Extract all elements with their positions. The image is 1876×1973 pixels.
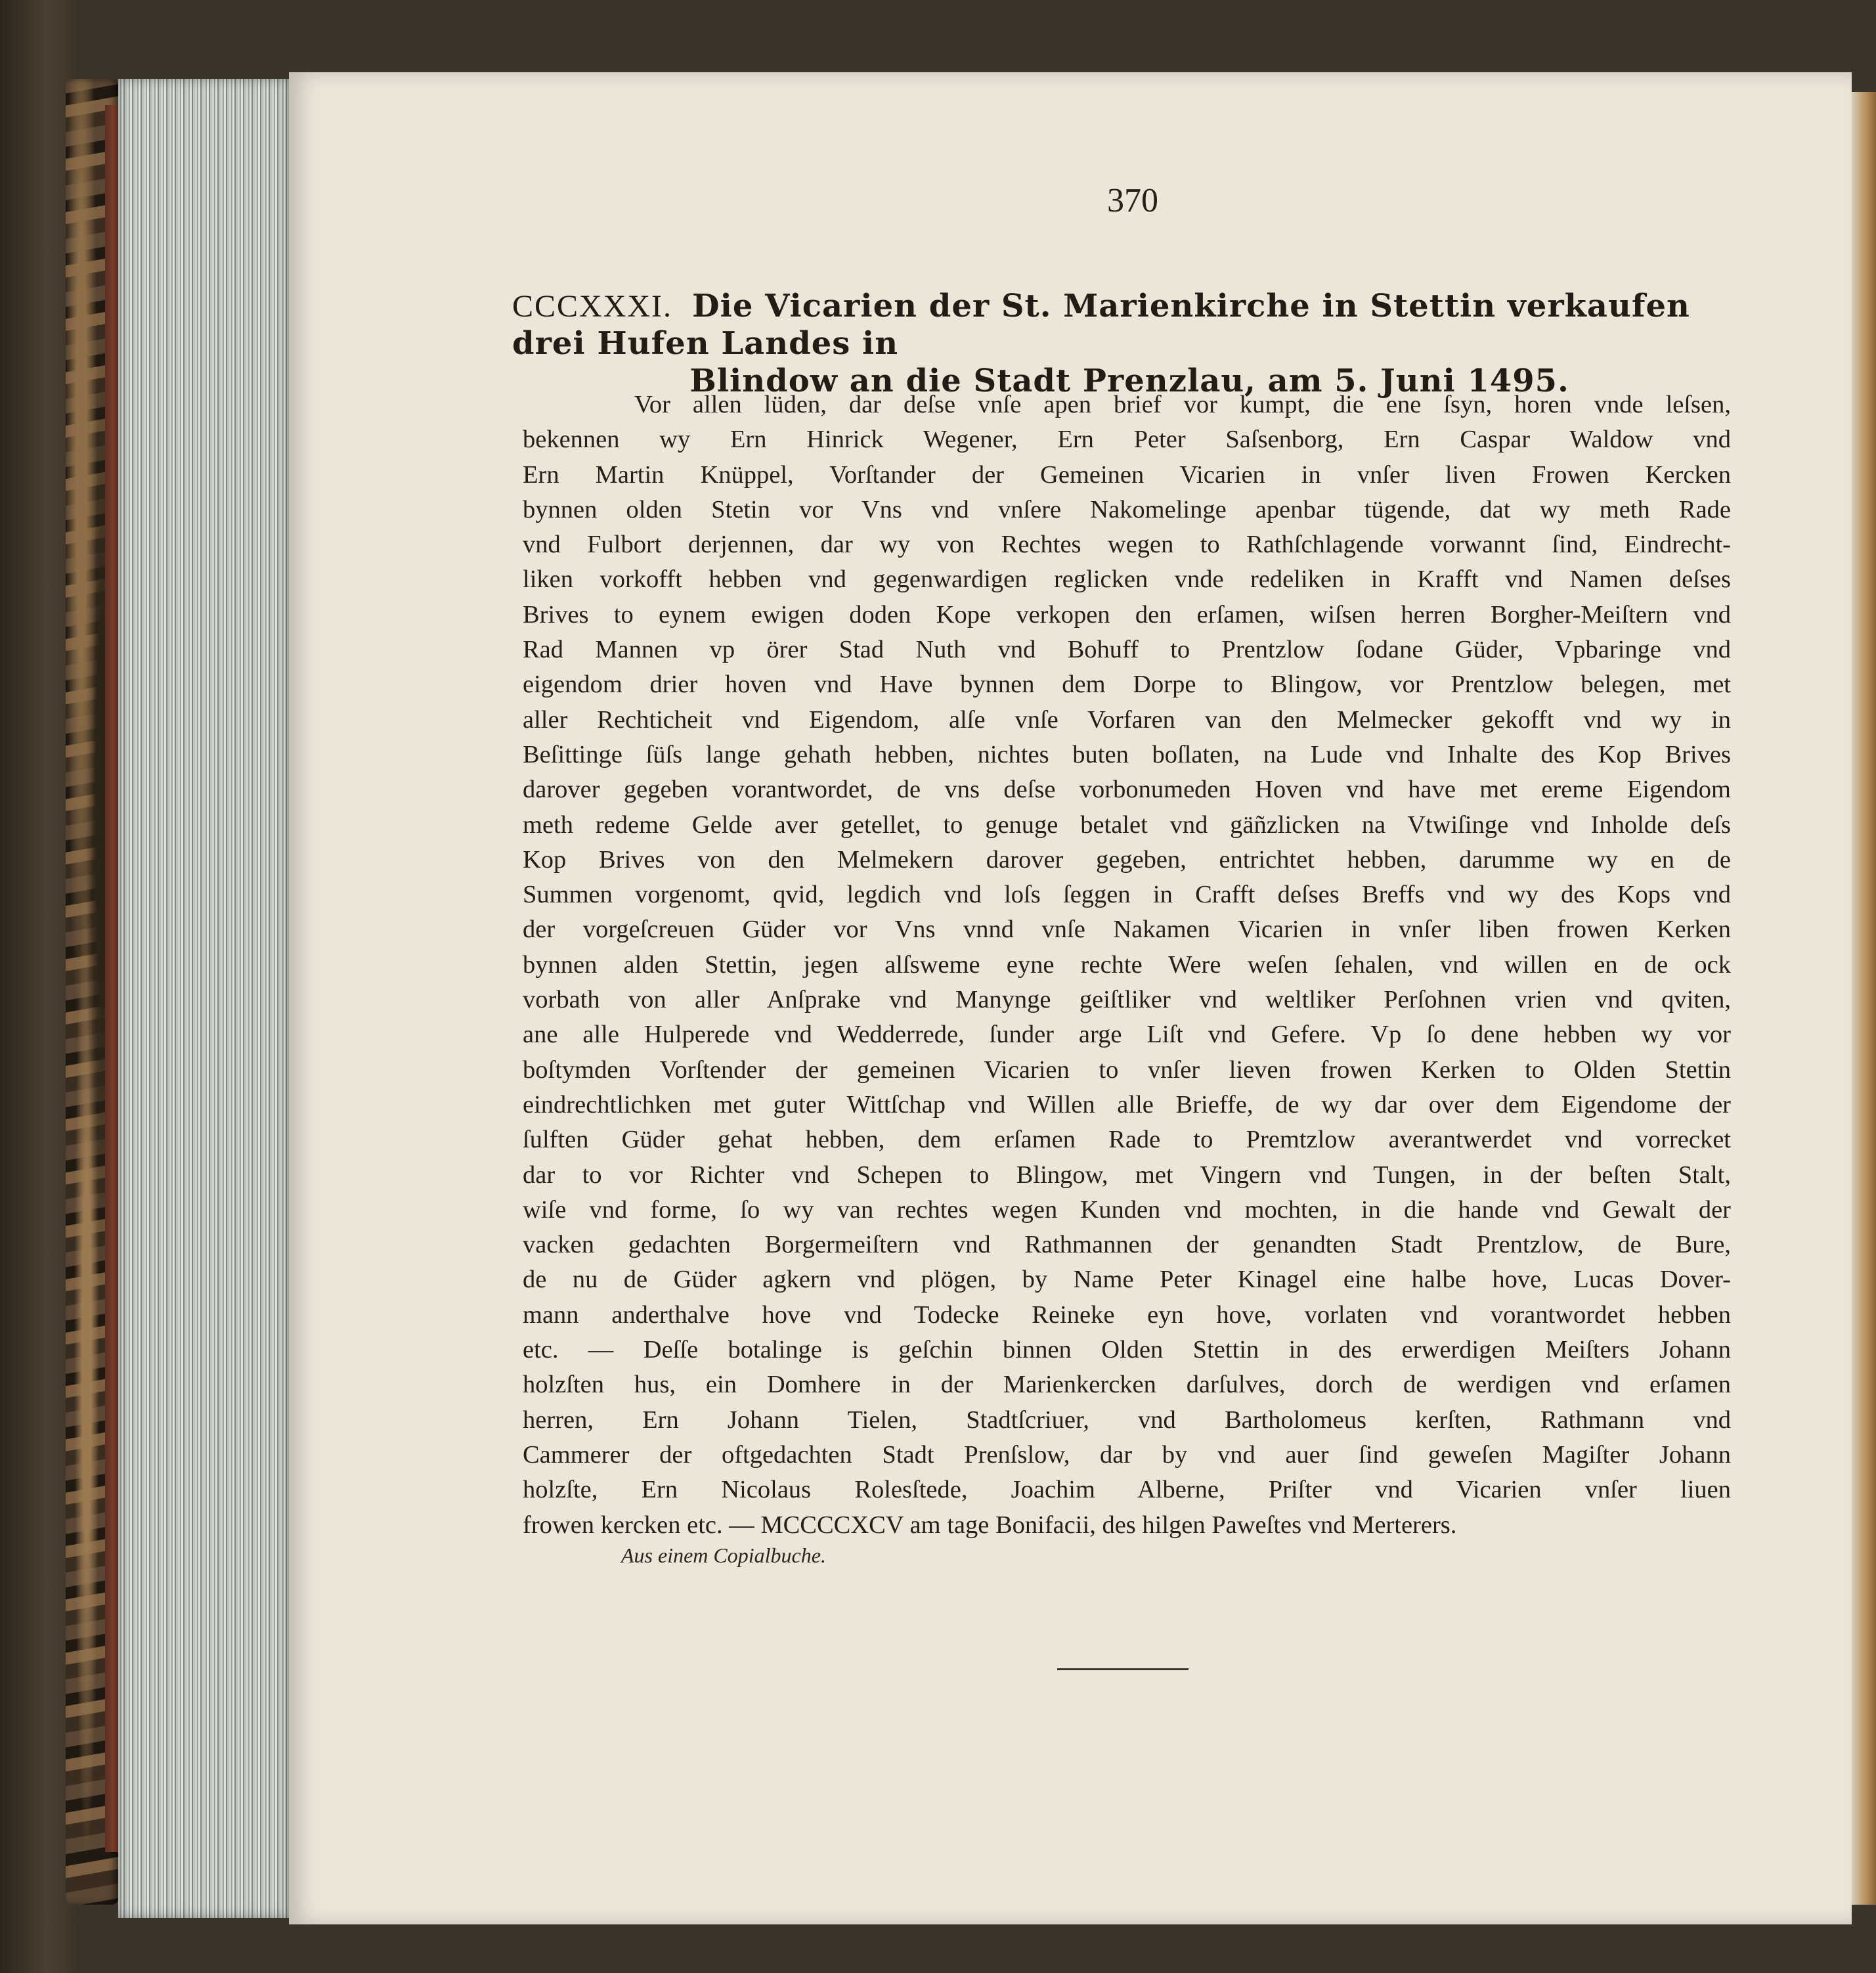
body-line: vorbath von aller Anſprake vnd Manynge geiſtliker vnd weltliker Perſohnen vrien vnd qviten, [523, 986, 1731, 1014]
heading-line-1: Die Vicarien der St. Marienkirche in Stettin verkaufen drei Hufen Landes in [512, 288, 1690, 362]
body-line: ane alle Hulperede vnd Wedderrede, ſunder arge Liſt vnd Gefere. Vp ſo dene hebben wy vor [523, 1021, 1731, 1049]
body-line: bekennen wy Ern Hinrick Wegener, Ern Peter Saſsenborg, Ern Caspar Waldow vnd [523, 426, 1731, 454]
document-body [523, 388, 1731, 1543]
body-line: de nu de Güder agkern vnd plögen, by Name Peter Kinagel eine halbe hove, Lucas Dover- [523, 1266, 1731, 1294]
page-stack [118, 79, 289, 1918]
body-line: boſtymden Vorſtender der gemeinen Vicarien to vnſer lieven frowen Kerken to Olden Stettin [523, 1055, 1731, 1084]
body-line: Kop Brives von den Melmekern darover gegeben, entrichtet hebben, darumme wy en de [523, 845, 1731, 874]
divider-rule [1057, 1668, 1189, 1670]
body-line: bynnen alden Stettin, jegen alſsweme eyne rechte Were weſen ſehalen, vnd willen en de ock [523, 950, 1731, 979]
body-line: etc. — Deſſe botalinge is geſchin binnen Olden Stettin in des erwerdigen Meiſters Johann [523, 1336, 1731, 1364]
body-line: vnd Fulbort derjennen, dar wy von Rechtes wegen to Rathſchlagende vorwannt ſind, Eindrecht- [523, 531, 1731, 559]
page-number: 370 [1107, 182, 1158, 219]
body-line: frowen kercken etc. — MCCCCXCV am tage Bonifacii, des hilgen Paweſtes vnd Merterers. [523, 1511, 1457, 1539]
source-note: Aus einem Copialbuche. [621, 1543, 826, 1567]
body-line: darover gegeben vorantwordet, de vns deſse vorbonumeden Hoven vnd have met ereme Eigendom [523, 776, 1731, 804]
facing-page-edge [1852, 92, 1876, 1905]
heading-line-2: Blindow an die Stadt Prenzlau, am 5. Juni 1495. [689, 363, 1569, 399]
body-line: dar to vor Richter vnd Schepen to Blingow, met Vingern vnd Tungen, in der beſten Stalt, [523, 1161, 1731, 1189]
heading-number: CCCXXXI. [512, 289, 673, 324]
body-line: ſulften Güder gehat hebben, dem erſamen Rade to Premtzlow averantwerdet vnd vorrecket [523, 1126, 1731, 1154]
body-line: vacken gedachten Borgermeiſtern vnd Rathmannen der genandten Stadt Prentzlow, de Bure, [523, 1231, 1731, 1259]
body-line: Vor allen lüden, dar deſse vnſe apen brief vor kumpt, die ene ſsyn, horen vnde leſsen, [634, 391, 1731, 418]
body-line: wiſe vnd forme, ſo wy van rechtes wegen Kunden vnd mochten, in die hande vnd Gewalt der [523, 1195, 1731, 1224]
body-line: bynnen olden Stetin vor Vns vnd vnſere Nakomelinge apenbar tügende, dat wy meth Rade [523, 495, 1731, 523]
document-heading [512, 288, 1747, 399]
body-line: Cammerer der oftgedachten Stadt Prenſslow, dar by vnd auer ſind geweſen Magiſter Johann [523, 1440, 1731, 1469]
body-line: Beſittinge ſüſs lange gehath hebben, nichtes buten boſlaten, na Lude vnd Inhalte des Kop Brives [523, 740, 1731, 768]
body-line: Summen vorgenomt, qvid, legdich vnd loſs ſeggen in Crafft deſses Breffs vnd wy des Kops vnd [523, 881, 1731, 909]
body-line: der vorgeſcreuen Güder vor Vns vnnd vnſe Nakamen Vicarien in vnſer liben frowen Kerken [523, 916, 1731, 944]
body-line: mann anderthalve hove vnd Todecke Reineke eyn hove, vorlaten vnd vorantwordet hebben [523, 1300, 1731, 1329]
body-line: liken vorkofft hebben vnd gegenwardigen reglicken vnde redeliken in Krafft vnd Namen deſses [523, 565, 1731, 594]
body-line: holzſten hus, ein Domhere in der Marienkercken darſulves, dorch de werdigen vnd erſamen [523, 1371, 1731, 1399]
body-line: holzſte, Ern Nicolaus Rolesſtede, Joachim Alberne, Priſter vnd Vicarien vnſer liuen [523, 1476, 1731, 1504]
body-line: eigendom drier hoven vnd Have bynnen dem Dorpe to Blingow, vor Prentzlow belegen, met [523, 671, 1731, 699]
body-line: Rad Mannen vp örer Stad Nuth vnd Bohuff to Prentzlow ſodane Güder, Vpbaringe vnd [523, 636, 1731, 664]
body-line: eindrechtlichken met guter Wittſchap vnd Willen alle Brieffe, de wy dar over dem Eigendome der [523, 1090, 1731, 1119]
body-line: aller Rechticheit vnd Eigendom, alſe vnſe Vorfaren van den Melmecker gekofft vnd wy in [523, 705, 1731, 734]
body-line: Ern Martin Knüppel, Vorſtander der Gemeinen Vicarien in vnſer liven Frowen Kercken [523, 460, 1731, 489]
body-line: Brives to eynem ewigen doden Kope verkopen den erſamen, wiſsen herren Borgher-Meiſtern vnd [523, 600, 1731, 629]
body-line: meth redeme Gelde aver getellet, to genuge betalet vnd gäñzlicken na Vtwiſinge vnd Inholde deſs [523, 810, 1731, 839]
body-line: herren, Ern Johann Tielen, Stadtſcriuer, vnd Bartholomeus kerſten, Rathmann vnd [523, 1406, 1731, 1434]
